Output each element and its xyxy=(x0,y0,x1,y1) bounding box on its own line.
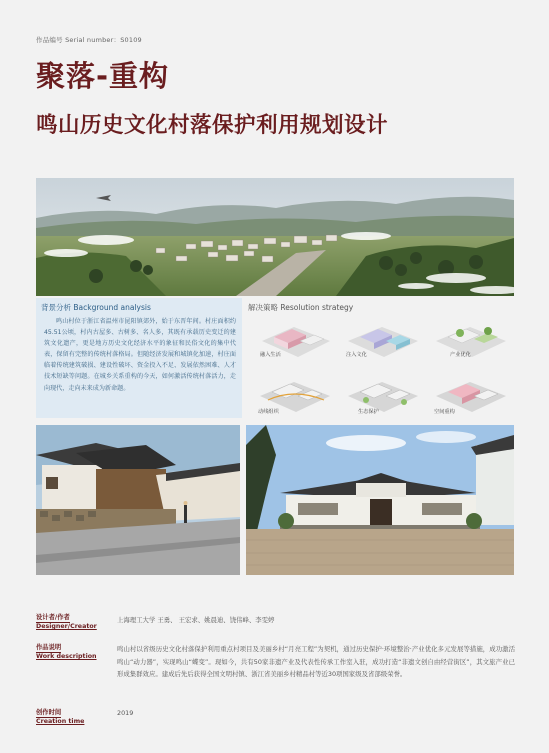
creation-label-cn: 创作时间 xyxy=(36,709,62,716)
strategy-diagram xyxy=(342,311,424,363)
strategy-diagram xyxy=(342,366,424,418)
strategy-label: 空间重构 xyxy=(434,409,455,415)
work-description: 鸣山村以省级历史文化村落保护利用重点村项目及美丽乡村“月亮工程”为契机，通过历史保护·环境整治·产业优化多元发展等措施，成功激活鸣山“动力器”，实现鸣山“蝶变”。现如今，共有50家非遗产业及代表性传承工作室入驻，成功打造“非遗文创自由经营街区”，其文旅产业已形成集群效应。建成后先后获得全国文明村镇、浙江省美丽乡村精品村等近30项国家级及省部级荣誉。 xyxy=(117,645,515,678)
designer-label xyxy=(36,614,97,631)
work-label xyxy=(36,644,97,661)
creation-label-en: Creation time xyxy=(36,718,85,725)
background-text: 鸣山村位于浙江省温州市昆阳镇郊外，始于东晋年间。村庄面积约45.51公顷，村内古屋多、古树多、名人多，其既有承载历史变迁的建筑文化遗产，更是地方历史文化经济水平的象征和民俗文化的集中代表，保留有完整的传统村落格局。但随经济发展和城镇化加速，村庄面临着传统建筑破损、建设性破坏、资金投入不足、发展依然困难、人才技术短缺等问题。在城乡关系重构的今天，如何激活传统村落活力，走向现代，走向未来成为新命题。 xyxy=(44,318,236,392)
background-heading: 背景分析 Background analysis xyxy=(41,303,151,312)
designer-value: 上海理工大学 王勇、 王宏求、姚晨迪、饶伟峰、李雯婷 xyxy=(117,616,275,624)
serial-number: 作品编号 Serial number：S0109 xyxy=(36,36,142,44)
creation-label xyxy=(36,709,84,726)
strategy-diagram xyxy=(430,311,512,363)
courtyard-building-photo xyxy=(246,425,514,575)
page-title: 聚落-重构 xyxy=(36,59,170,93)
strategy-label: 注入文化 xyxy=(346,352,367,358)
village-street-photo xyxy=(36,425,240,575)
strategy-diagram xyxy=(254,311,336,363)
strategy-diagram xyxy=(254,366,336,418)
designer-label-en: Designer/Creator xyxy=(36,623,97,630)
strategy-label: 产业优化 xyxy=(450,352,471,358)
strategy-diagram xyxy=(430,366,512,418)
page-subtitle: 鸣山历史文化村落保护利用规划设计 xyxy=(36,113,389,138)
background-analysis-panel xyxy=(36,298,242,418)
designer-label-cn: 设计者/作者 xyxy=(36,614,70,621)
work-label-cn: 作品说明 xyxy=(36,644,62,651)
work-label-en: Work description xyxy=(36,653,97,660)
aerial-village-photo xyxy=(36,178,514,296)
strategy-label: 动线组织 xyxy=(258,409,279,415)
creation-value: 2019 xyxy=(117,709,134,717)
strategy-label: 生态保护 xyxy=(358,409,379,415)
resolution-heading: 解决策略 Resolution strategy xyxy=(248,303,354,312)
strategy-label: 融入生活 xyxy=(260,352,281,358)
resolution-strategy-panel xyxy=(246,298,514,418)
